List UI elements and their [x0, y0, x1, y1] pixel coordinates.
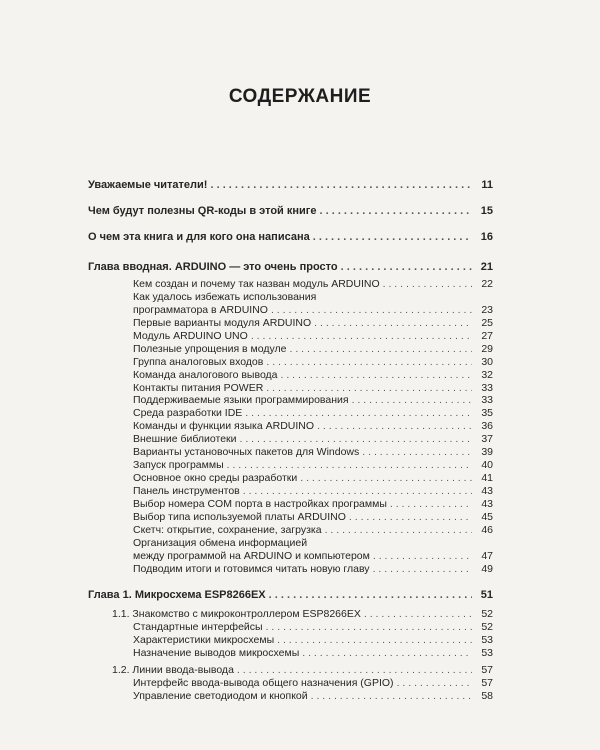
toc-page-number: 11	[481, 179, 493, 191]
toc-page-number: 22	[481, 278, 493, 290]
dot-leader	[313, 228, 472, 246]
dot-leader	[266, 356, 472, 369]
toc-entry-label: Модуль ARDUINO UNO	[133, 329, 248, 342]
dot-leader	[364, 607, 472, 621]
toc-chapter-1[interactable]	[88, 586, 493, 604]
dot-leader	[300, 472, 472, 485]
toc-page-number: 16	[480, 231, 493, 243]
toc-entry-label: Стандартные интерфейсы	[133, 620, 263, 633]
toc-entry-label: Поддерживаемые языки программирования	[133, 394, 349, 407]
toc-item[interactable]	[88, 524, 493, 537]
toc-entry-label: Кем создан и почему так назван модуль ARDUINO	[133, 278, 380, 290]
toc-page-number: 46	[481, 523, 493, 536]
toc-item[interactable]	[88, 446, 493, 459]
toc-page-number: 39	[481, 446, 493, 459]
toc-item[interactable]	[88, 563, 493, 576]
toc-section-1-1[interactable]	[88, 607, 493, 621]
toc-page-number: 57	[481, 676, 493, 689]
toc-page-number: 43	[481, 485, 493, 497]
toc-page-number: 49	[481, 562, 493, 575]
toc-item[interactable]	[88, 369, 493, 382]
toc-entry-label: 1.1. Знакомство с микроконтроллером ESP8266EX	[112, 607, 361, 620]
toc-entry-label: Выбор номера COM порта в настройках программы	[133, 497, 387, 510]
toc-page-number: 32	[481, 368, 493, 381]
dot-leader	[240, 433, 473, 446]
toc-entry-label: Внешние библиотеки	[133, 433, 237, 446]
toc-entry-label: Полезные упрощения в модуле	[133, 342, 287, 355]
toc-page-number: 58	[481, 689, 493, 702]
dot-leader	[317, 420, 472, 433]
toc-item[interactable]	[88, 356, 493, 369]
toc-item[interactable]	[88, 407, 493, 420]
dot-leader	[245, 407, 472, 420]
dot-leader	[314, 317, 472, 330]
dot-leader	[319, 202, 472, 220]
toc-entry-label: Интерфейс ввода-вывода общего назначения (GPIO)	[133, 676, 394, 689]
toc-item[interactable]	[88, 511, 493, 524]
toc-item[interactable]	[88, 634, 493, 647]
toc-page-number: 30	[481, 355, 493, 368]
toc-item[interactable]	[88, 343, 493, 356]
toc-item[interactable]	[88, 677, 493, 690]
toc-entry-label: О чем эта книга и для кого она написана	[88, 231, 310, 243]
toc-page-number: 33	[481, 394, 493, 407]
toc-page-number: 47	[481, 549, 493, 562]
toc-page-number: 53	[481, 633, 493, 646]
dot-leader	[383, 278, 472, 291]
dot-leader	[269, 586, 472, 604]
toc-page-number: 45	[481, 510, 493, 523]
toc-entry-label: Глава вводная. ARDUINO — это очень просто	[88, 261, 338, 273]
dot-leader	[227, 459, 472, 472]
toc-item[interactable]	[88, 459, 493, 472]
toc-entry-label: Выбор типа используемой платы ARDUINO	[133, 510, 346, 523]
toc-item[interactable]	[88, 317, 493, 330]
toc-entry-label: Команда аналогового вывода	[133, 368, 278, 381]
toc-item[interactable]	[88, 550, 493, 563]
toc-entry-label: Запуск программы	[133, 459, 224, 472]
dot-leader	[352, 394, 472, 407]
toc-page-number: 41	[481, 472, 493, 485]
toc-page-number: 53	[481, 646, 493, 659]
toc-item[interactable]	[88, 647, 493, 660]
toc-entry-label: 1.2. Линии ввода-вывода	[112, 663, 234, 676]
toc-entry-label-line: Как удалось избежать использования	[133, 290, 317, 303]
toc-page-number: 29	[481, 342, 493, 355]
toc-entry-about-book[interactable]	[88, 228, 493, 246]
table-of-contents	[88, 176, 493, 703]
toc-entry-label: Скетч: открытие, сохранение, загрузка	[133, 523, 322, 536]
toc-page-number: 51	[480, 588, 493, 601]
toc-entry-label: Основное окно среды разработки	[133, 472, 298, 485]
toc-entry-label: Контакты питания POWER	[133, 381, 264, 394]
dot-leader	[237, 663, 472, 677]
dot-leader	[266, 382, 472, 395]
toc-page-number: 35	[481, 407, 493, 420]
toc-page-number: 15	[480, 205, 493, 217]
toc-page-number: 36	[481, 420, 493, 433]
toc-entry-label: Назначение выводов микросхемы	[133, 646, 300, 659]
dot-leader	[341, 258, 472, 276]
toc-page-number: 25	[481, 316, 493, 329]
toc-entry-qr-codes[interactable]	[88, 202, 493, 220]
dot-leader	[251, 330, 472, 343]
toc-chapter-intro[interactable]	[88, 258, 493, 276]
toc-page-number: 52	[481, 607, 493, 620]
toc-entry-label: программатора в ARDUINO	[133, 303, 268, 316]
toc-item[interactable]	[88, 330, 493, 343]
toc-section-1-2[interactable]	[88, 663, 493, 677]
toc-entry-label: Группа аналоговых входов	[133, 355, 264, 368]
toc-entry-readers[interactable]	[88, 176, 493, 194]
dot-leader	[373, 563, 472, 576]
toc-page-number: 27	[481, 329, 493, 342]
toc-item[interactable]	[88, 498, 493, 511]
toc-item[interactable]	[88, 433, 493, 446]
dot-leader	[397, 677, 472, 690]
toc-entry-label: Глава 1. Микросхема ESP8266EX	[88, 588, 266, 601]
dot-leader	[277, 634, 472, 647]
toc-page-number: 40	[481, 459, 493, 472]
toc-entry-label: Команды и функции языка ARDUINO	[133, 420, 315, 433]
toc-entry-label: Среда разработки IDE	[133, 407, 243, 420]
dot-leader	[390, 498, 472, 511]
toc-page-number: 21	[480, 261, 493, 273]
dot-leader	[281, 369, 472, 382]
toc-entry-label: Управление светодиодом и кнопкой	[133, 689, 308, 702]
toc-page-number: 33	[481, 381, 493, 394]
dot-leader	[210, 176, 472, 194]
toc-item[interactable]	[88, 278, 493, 291]
dot-leader	[271, 304, 472, 317]
toc-entry-label: Уважаемые читатели!	[88, 179, 208, 191]
toc-item[interactable]	[88, 621, 493, 634]
toc-entry-label: Характеристики микросхемы	[133, 633, 275, 646]
toc-item[interactable]	[88, 472, 493, 485]
toc-entry-label: Подводим итоги и готовимся читать новую главу	[133, 562, 370, 575]
toc-entry-label: Панель инструментов	[133, 485, 240, 497]
toc-page-number: 37	[481, 433, 493, 446]
toc-page-number: 52	[481, 620, 493, 633]
toc-item[interactable]	[88, 394, 493, 407]
toc-entry-label-line: Организация обмена информацией	[133, 536, 308, 549]
dot-leader	[302, 647, 472, 660]
dot-leader	[243, 485, 472, 498]
toc-item[interactable]	[88, 690, 493, 703]
toc-entry-label: Чем будут полезны QR-коды в этой книге	[88, 205, 317, 217]
dot-leader	[325, 524, 472, 537]
toc-item[interactable]	[88, 382, 493, 395]
toc-item[interactable]	[88, 304, 493, 317]
toc-entry-label: Варианты установочных пакетов для Windows	[133, 446, 360, 459]
toc-entry-label: Первые варианты модуля ARDUINO	[133, 316, 312, 329]
dot-leader	[266, 621, 472, 634]
toc-page-number: 43	[481, 497, 493, 510]
toc-entry-label: между программой на ARDUINO и компьютером	[133, 549, 370, 562]
dot-leader	[311, 690, 472, 703]
dot-leader	[362, 446, 472, 459]
page-title: СОДЕРЖАНИЕ	[228, 86, 372, 107]
toc-page-number: 57	[481, 663, 493, 676]
dot-leader	[349, 511, 472, 524]
toc-page-number: 23	[481, 303, 493, 316]
toc-item[interactable]	[88, 485, 493, 498]
dot-leader	[373, 550, 472, 563]
dot-leader	[290, 343, 473, 356]
toc-item[interactable]	[88, 420, 493, 433]
